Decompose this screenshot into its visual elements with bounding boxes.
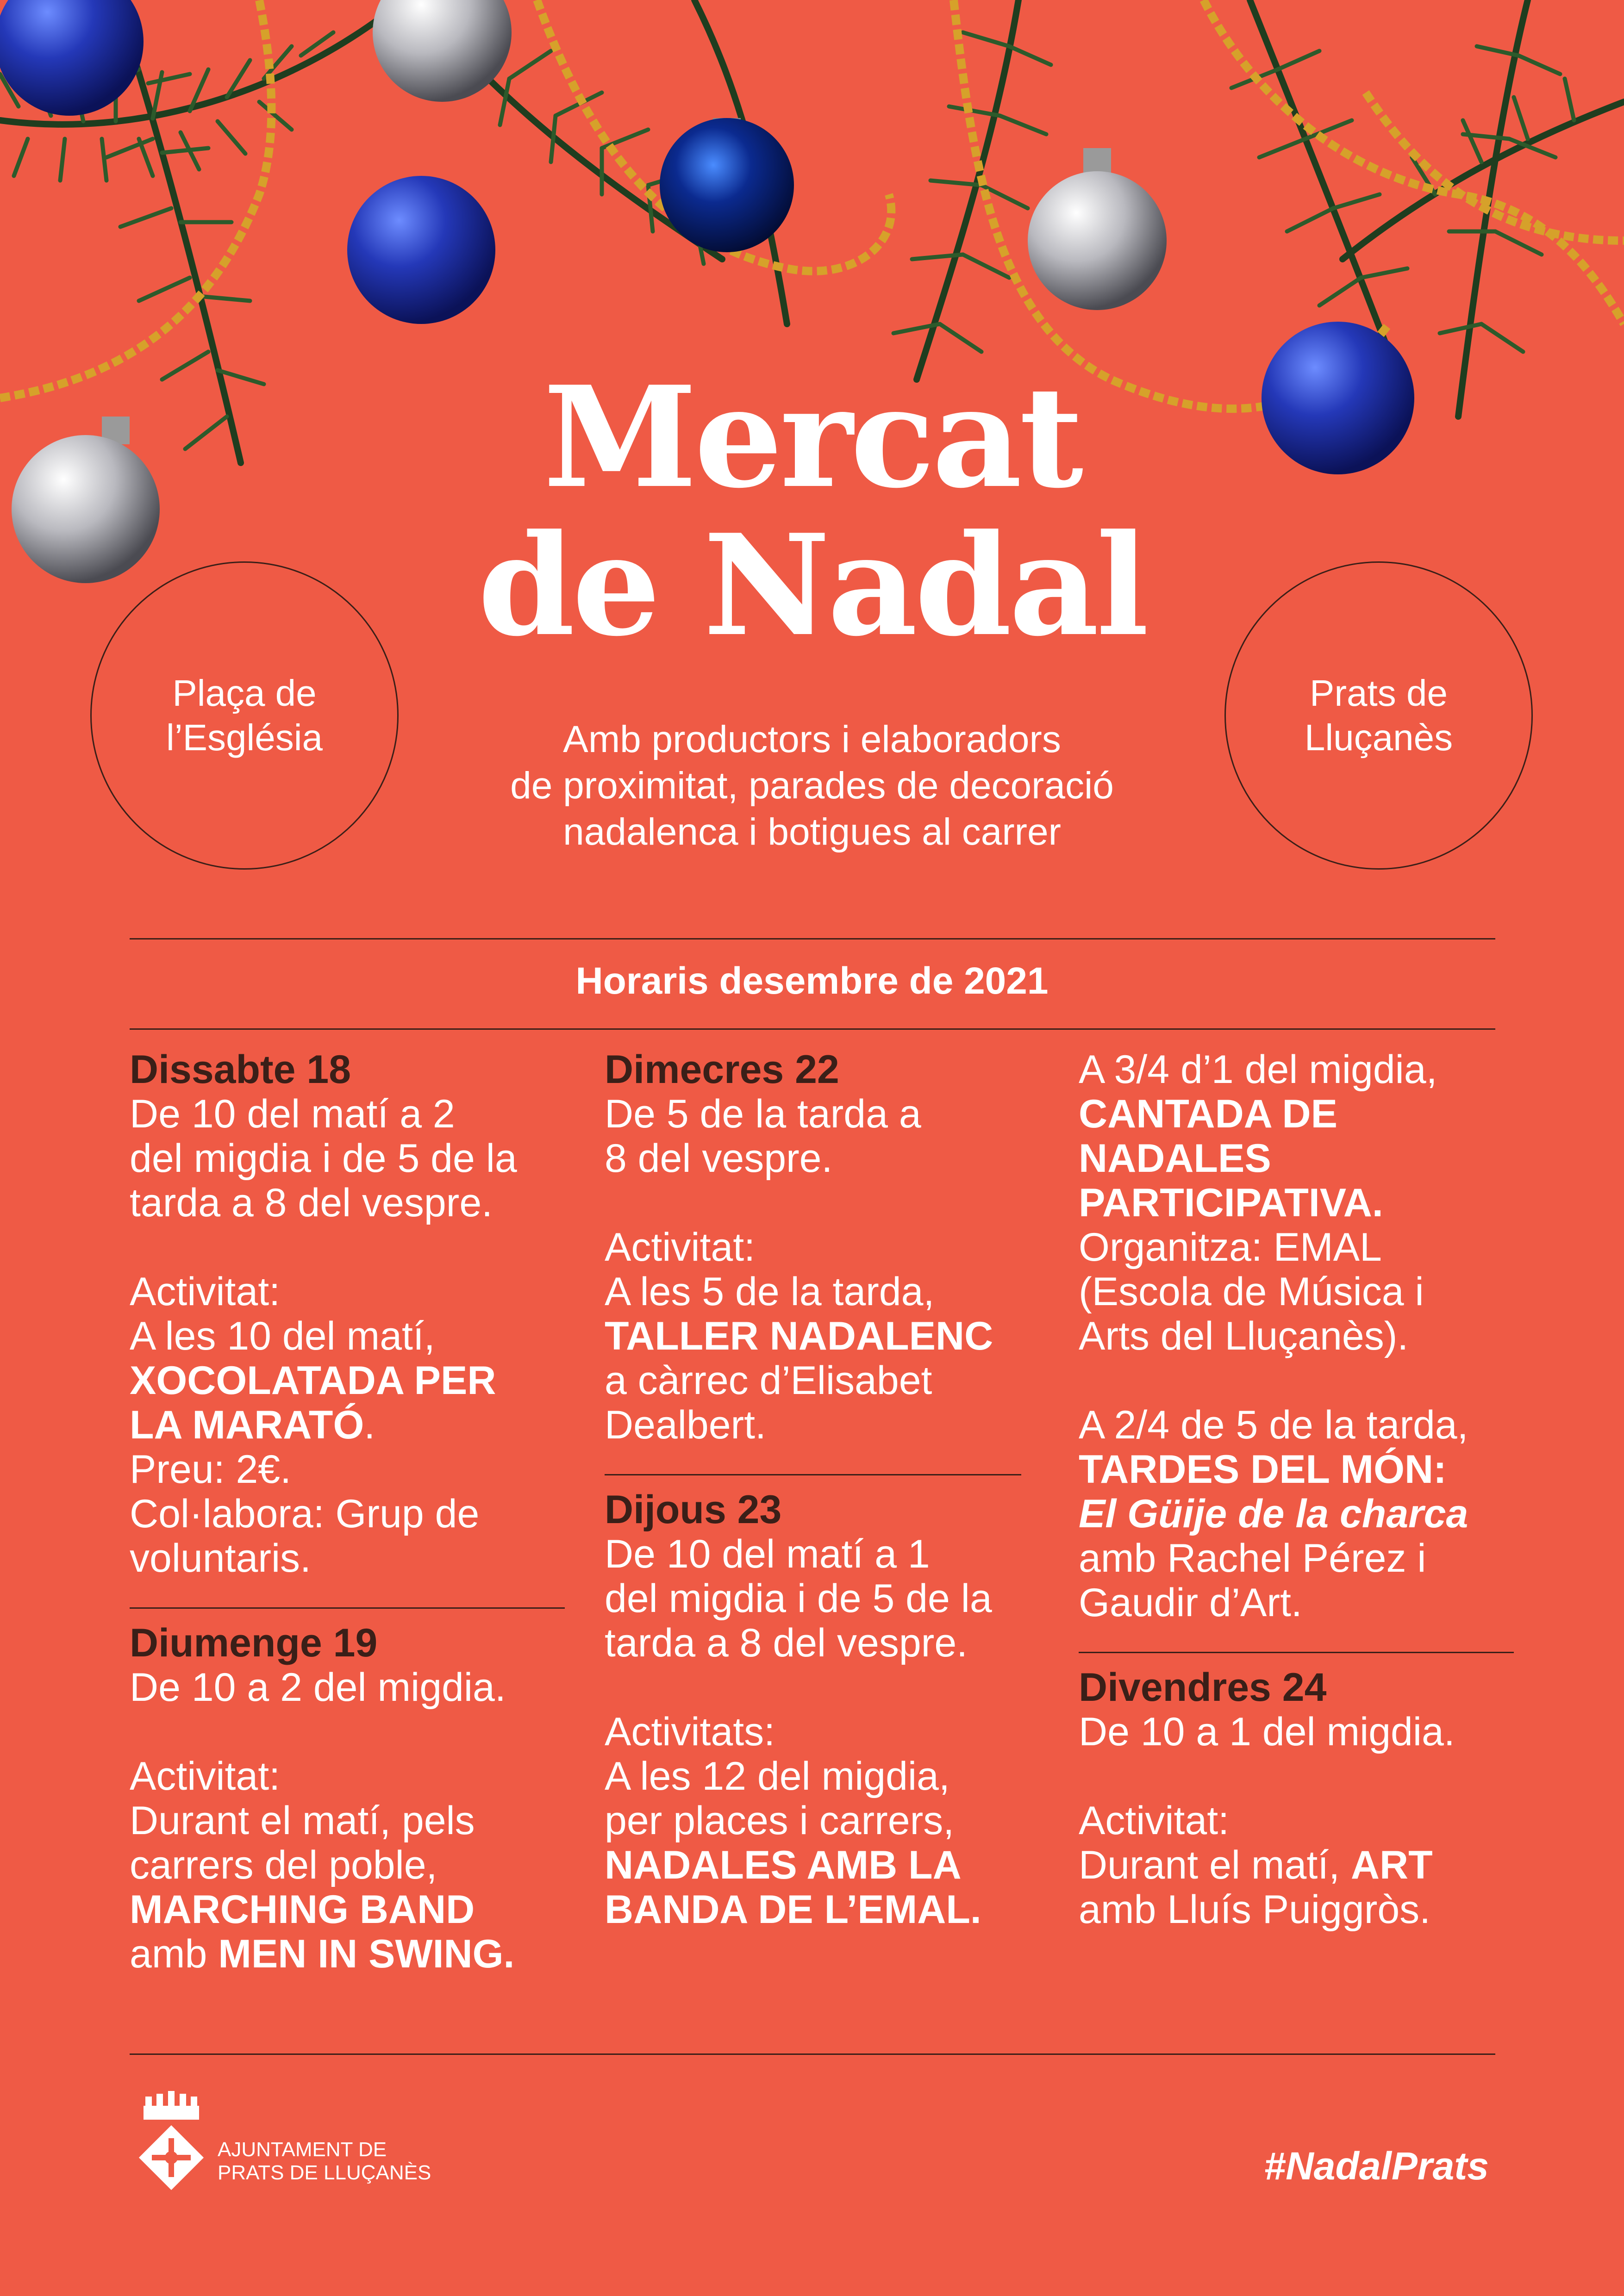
- activity-title: NADALES: [1079, 1136, 1271, 1181]
- activity-subtitle: El Güije de la charca: [1079, 1492, 1468, 1536]
- activity-line: [1079, 1843, 1514, 1887]
- activity-title: CANTADA DE: [1079, 1092, 1337, 1136]
- location-badge-left: [90, 561, 399, 870]
- activity-line: A 3/4 d’1 del migdia,: [1079, 1047, 1437, 1092]
- subtitle: [417, 716, 1207, 855]
- activity-title: BANDA DE L’EMAL.: [605, 1887, 981, 1932]
- schedule-heading: Horaris desembre de 2021: [575, 960, 1049, 1002]
- activity-label: Activitat:: [130, 1269, 280, 1314]
- hashtag: #NadalPrats: [1264, 2144, 1489, 2188]
- schedule-line: De 10 a 1 del migdia.: [1079, 1710, 1455, 1754]
- schedule-line: tarda a 8 del vespre.: [130, 1181, 493, 1225]
- divider: [605, 1474, 1021, 1475]
- day-heading: Diumenge 19: [130, 1621, 378, 1665]
- activity-line: Arts del Lluçanès).: [1079, 1314, 1409, 1358]
- activity-label: Activitat:: [1079, 1798, 1229, 1843]
- activity-title: MARCHING BAND: [130, 1887, 475, 1932]
- activity-text: Durant el matí,: [1079, 1843, 1351, 1887]
- activity-title: PARTICIPATIVA.: [1079, 1181, 1383, 1225]
- activity-line: A les 10 del matí,: [130, 1314, 435, 1358]
- location-badge-right: [1224, 561, 1533, 870]
- schedule-line: del migdia i de 5 de la: [605, 1576, 992, 1621]
- location-left-line1: Plaça de: [172, 672, 317, 714]
- activity-line: A les 12 del migdia,: [605, 1754, 950, 1798]
- activity-line: carrers del poble,: [130, 1843, 437, 1887]
- title-line-1: Mercat: [543, 355, 1081, 519]
- activity-line: Durant el matí, pels: [130, 1798, 475, 1843]
- location-left-line2: l’Església: [166, 717, 323, 758]
- day-heading: Dissabte 18: [130, 1047, 351, 1092]
- activity-line: Dealbert.: [605, 1403, 766, 1447]
- town-council-logo-text: [218, 2138, 431, 2184]
- title-line-2: de Nadal: [478, 504, 1146, 667]
- activity-line: Gaudir d’Art.: [1079, 1580, 1302, 1625]
- schedule-line: De 10 a 2 del migdia.: [130, 1665, 506, 1710]
- activity-title: ART: [1350, 1843, 1433, 1887]
- schedule-line: De 10 del matí a 2: [130, 1092, 455, 1136]
- schedule-line: De 5 de la tarda a: [605, 1092, 921, 1136]
- logo-line: AJUNTAMENT DE: [218, 2138, 387, 2161]
- activity-line: [130, 1932, 565, 1976]
- activity-line: A les 5 de la tarda,: [605, 1269, 935, 1314]
- subtitle-line: nadalenca i botigues al carrer: [563, 811, 1061, 853]
- activity-title: TALLER NADALENC: [605, 1314, 993, 1358]
- schedule-column-3: [1079, 1047, 1514, 1932]
- activity-label: Activitat:: [605, 1225, 755, 1269]
- collab-line: Col·labora: Grup de: [130, 1492, 480, 1536]
- activity-title: MEN IN SWING.: [218, 1932, 515, 1976]
- schedule-line: De 10 del matí a 1: [605, 1532, 930, 1576]
- divider: [1079, 1652, 1514, 1653]
- activity-text: amb: [130, 1932, 219, 1976]
- day-heading: Dimecres 22: [605, 1047, 839, 1092]
- activity-line: per places i carrers,: [605, 1798, 955, 1843]
- subtitle-line: Amb productors i elaboradors: [563, 718, 1061, 760]
- activity-title: TARDES DEL MÓN:: [1079, 1447, 1447, 1492]
- divider: [130, 1607, 565, 1609]
- activity-title: NADALES AMB LA: [605, 1843, 962, 1887]
- location-right-line2: Lluçanès: [1304, 717, 1453, 758]
- activity-label: Activitat:: [130, 1754, 280, 1798]
- activity-line: amb Lluís Puiggròs.: [1079, 1887, 1431, 1932]
- schedule-column-1: [130, 1047, 565, 1976]
- activity-line: (Escola de Música i: [1079, 1269, 1424, 1314]
- activity-line: a càrrec d’Elisabet: [605, 1358, 932, 1403]
- schedule-line: del migdia i de 5 de la: [130, 1136, 517, 1181]
- activity-line: A 2/4 de 5 de la tarda,: [1079, 1403, 1468, 1447]
- collab-line: voluntaris.: [130, 1536, 311, 1580]
- schedule-column-2: [605, 1047, 1044, 1932]
- divider: [130, 938, 1495, 940]
- subtitle-line: de proximitat, parades de decoració: [510, 765, 1114, 807]
- divider: [130, 1028, 1495, 1030]
- divider: [130, 2053, 1495, 2055]
- logo-line: PRATS DE LLUÇANÈS: [218, 2161, 431, 2184]
- price-line: Preu: 2€.: [130, 1447, 291, 1492]
- activity-line: amb Rachel Pérez i: [1079, 1536, 1426, 1580]
- schedule-line: tarda a 8 del vespre.: [605, 1621, 968, 1665]
- activity-title: LA MARATÓ: [130, 1403, 364, 1447]
- activity-line: Organitza: EMAL: [1079, 1225, 1382, 1269]
- punctuation: .: [364, 1403, 375, 1447]
- schedule-line: 8 del vespre.: [605, 1136, 833, 1181]
- day-heading: Divendres 24: [1079, 1665, 1327, 1710]
- activity-label: Activitats:: [605, 1710, 775, 1754]
- activity-title: XOCOLATADA PER: [130, 1358, 496, 1403]
- activity-title-line: [130, 1403, 565, 1447]
- day-heading: Dijous 23: [605, 1487, 782, 1532]
- location-right-line1: Prats de: [1310, 672, 1448, 714]
